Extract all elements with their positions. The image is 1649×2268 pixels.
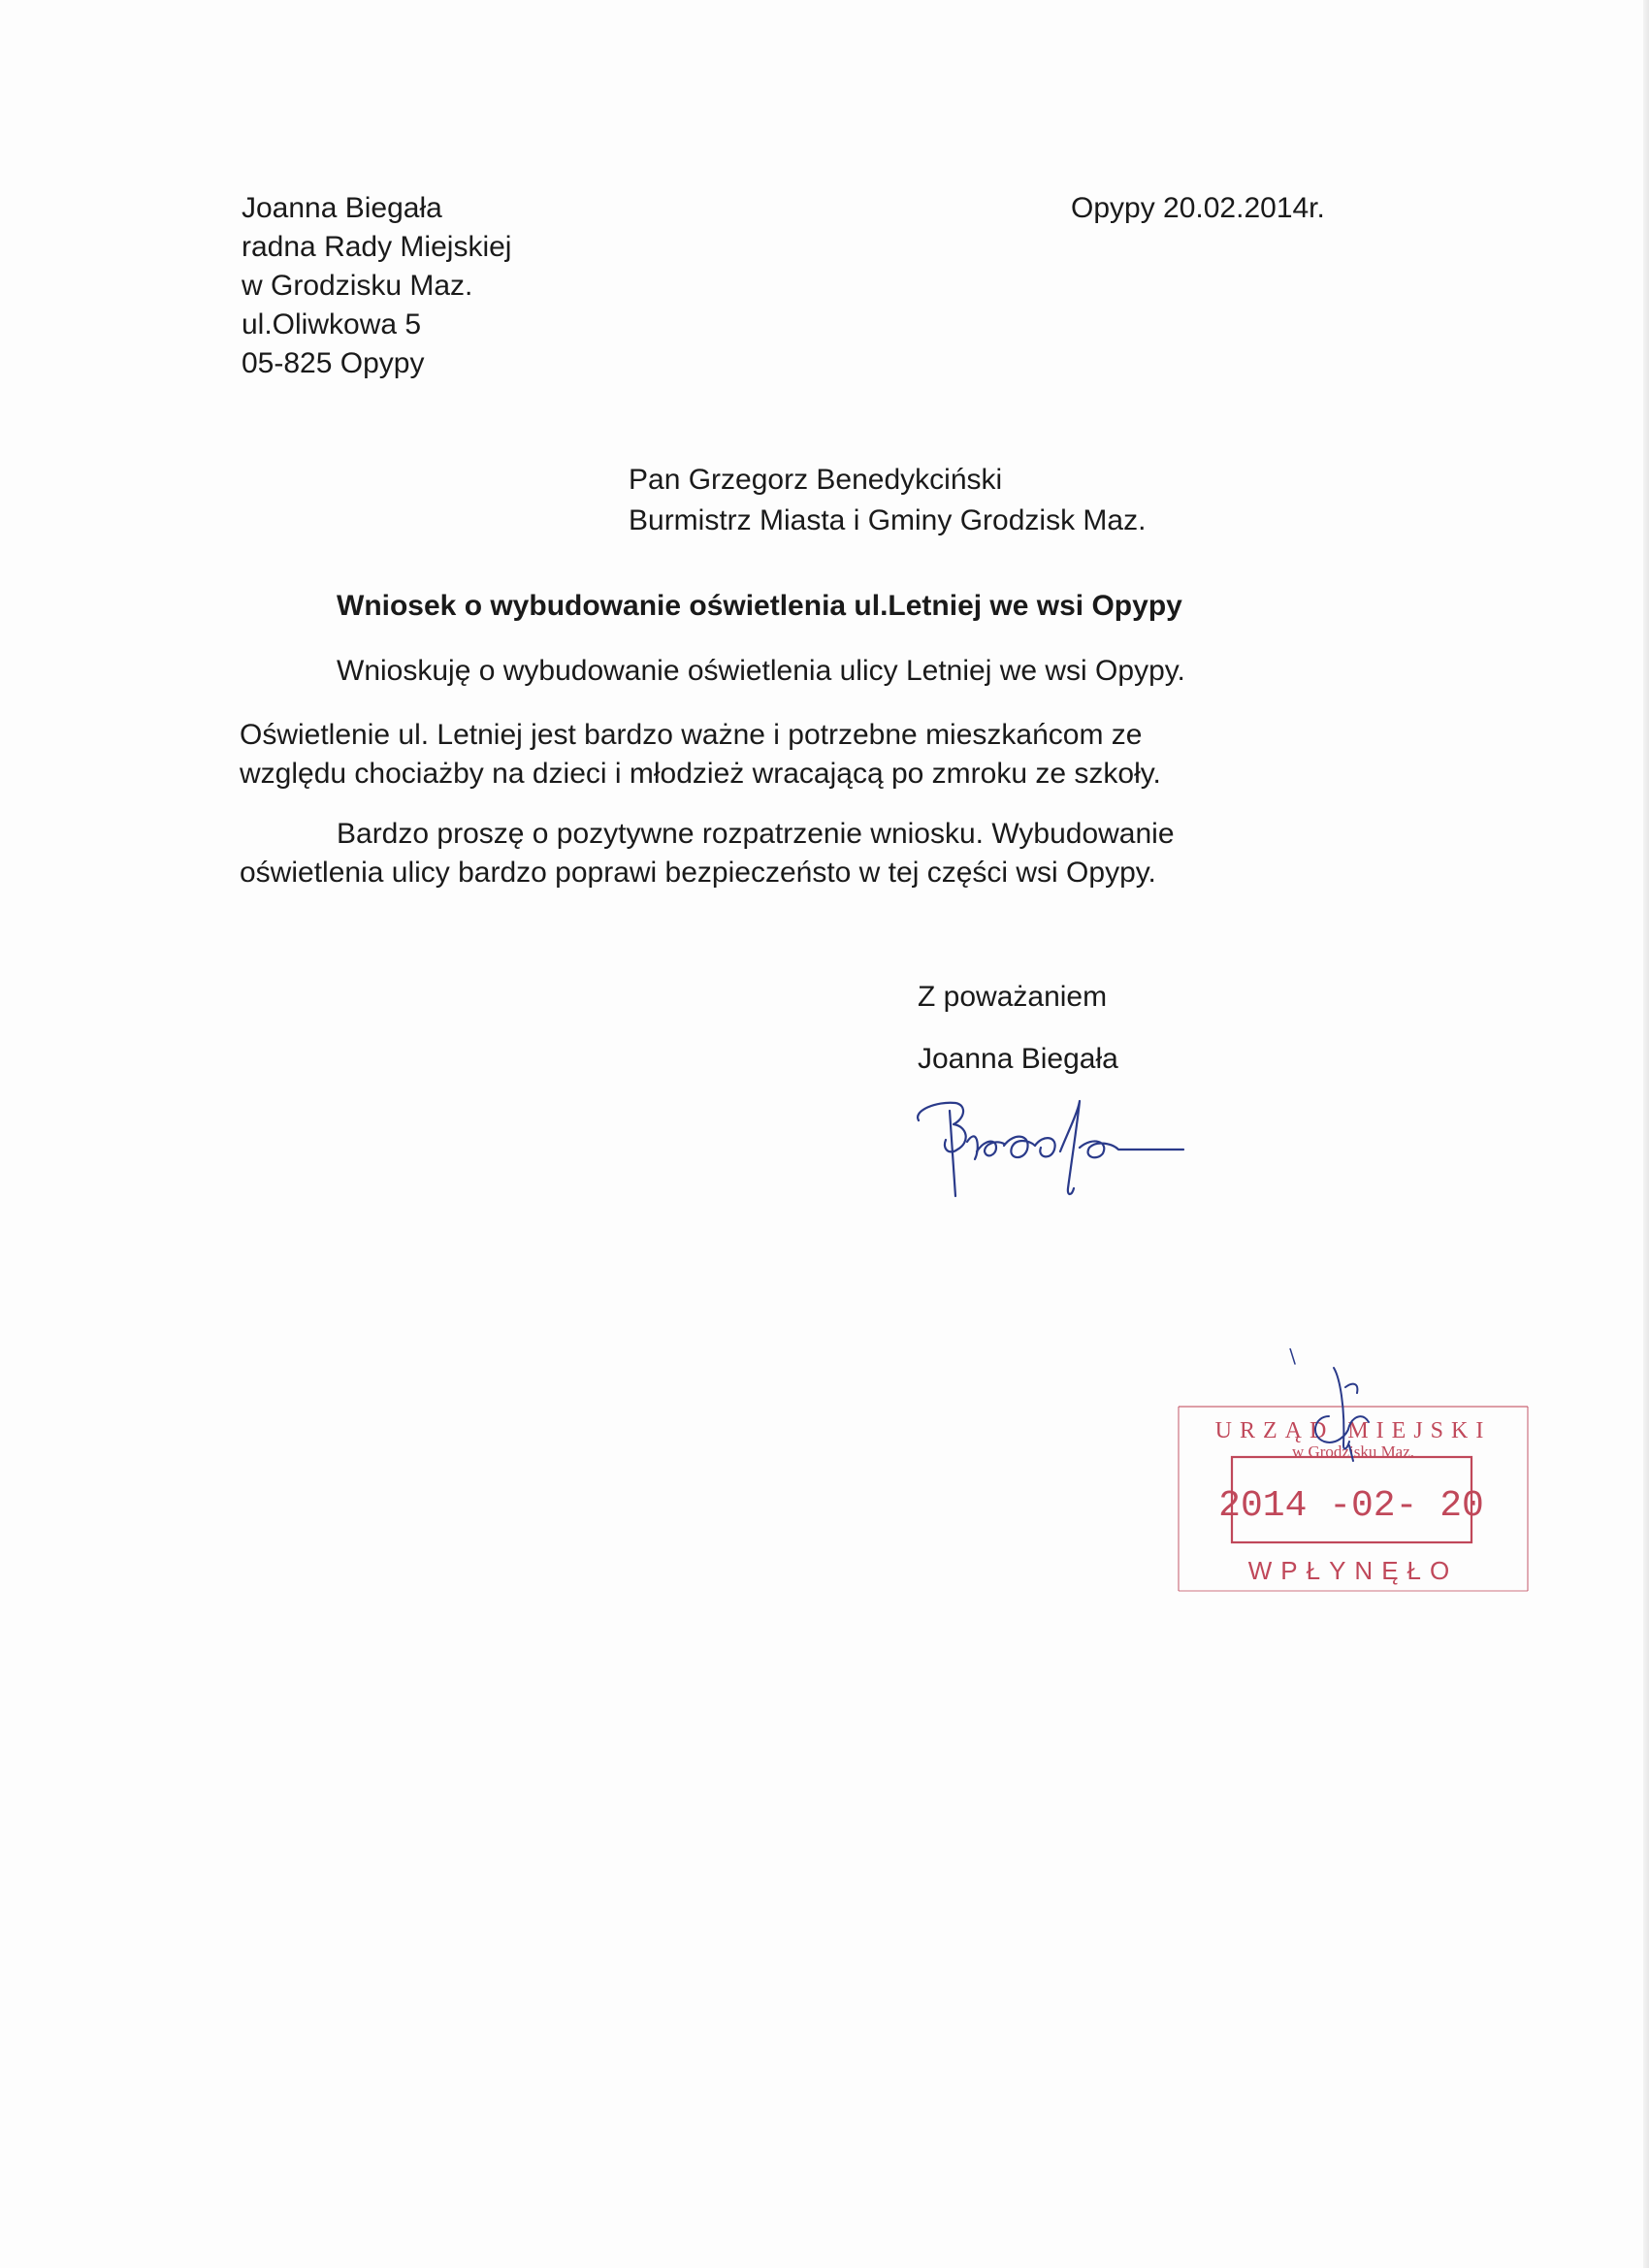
sender-place: w Grodzisku Maz.	[242, 270, 473, 302]
stamp-office-text: URZĄD MIEJSKI	[1214, 1418, 1492, 1443]
stamp-date-text: 2014 -02- 20	[1218, 1485, 1484, 1527]
received-stamp	[1169, 1348, 1537, 1620]
stamp-city-text: w Grodzisku Maz.	[1291, 1442, 1415, 1461]
letter-date: Opypy 20.02.2014r.	[1071, 192, 1325, 224]
closing-name: Joanna Biegała	[918, 1043, 1118, 1075]
scan-edge-shadow	[1643, 0, 1649, 2268]
body-paragraph-3-line-1: Bardzo proszę o pozytywne rozpatrzenie wniosku. Wybudowanie	[337, 818, 1175, 850]
body-paragraph-1: Wnioskuję o wybudowanie oświetlenia ulicy Letniej we wsi Opypy.	[337, 655, 1185, 687]
stamp-status-text: WPŁYNĘŁO	[1247, 1556, 1459, 1585]
letter-subject: Wniosek o wybudowanie oświetlenia ul.Letniej we wsi Opypy	[337, 590, 1182, 622]
sender-street: ul.Oliwkowa 5	[242, 308, 422, 340]
body-paragraph-2	[240, 716, 1161, 794]
sender-block	[242, 189, 511, 383]
sender-postal: 05-825 Opypy	[242, 347, 425, 379]
sender-name: Joanna Biegała	[242, 192, 442, 224]
recipient-block	[629, 461, 1146, 542]
sender-role: radna Rady Miejskiej	[242, 231, 512, 263]
closing-salutation: Z poważaniem	[918, 981, 1108, 1013]
body-paragraph-3-line-2: oświetlenia ulicy bardzo poprawi bezpieczeństo w tej części wsi Opypy.	[240, 857, 1156, 889]
recipient-name: Pan Grzegorz Benedykciński	[629, 464, 1003, 496]
handwritten-signature	[907, 1082, 1198, 1217]
body-paragraph-3	[240, 815, 1175, 892]
body-paragraph-2-line-1: Oświetlenie ul. Letniej jest bardzo ważne i potrzebne mieszkańcom ze	[240, 719, 1143, 751]
recipient-title: Burmistrz Miasta i Gminy Grodzisk Maz.	[629, 504, 1147, 536]
body-paragraph-2-line-2: względu chociażby na dzieci i młodzież wracającą po zmroku ze szkoły.	[240, 758, 1161, 790]
